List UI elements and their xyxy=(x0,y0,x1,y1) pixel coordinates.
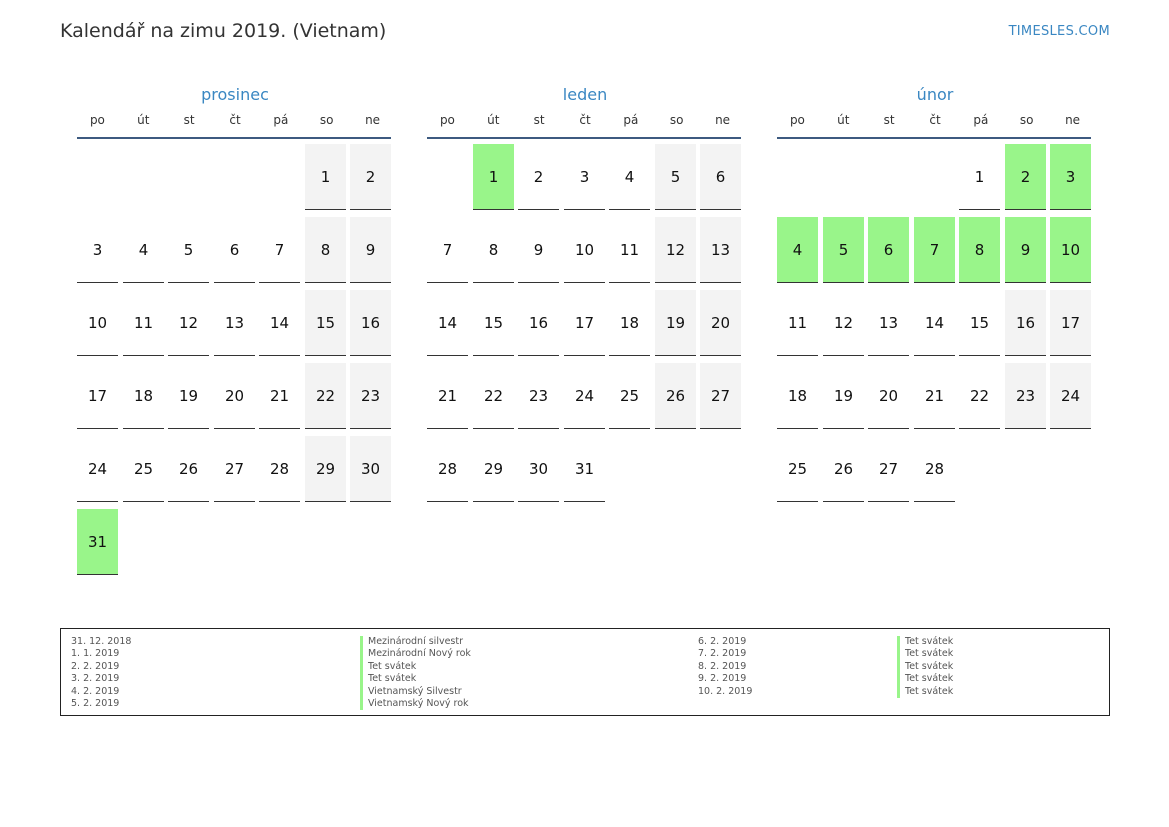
day-cell[interactable]: 17 xyxy=(564,290,605,356)
legend-holiday-date: 9. 2. 2019 xyxy=(698,673,747,685)
day-cell[interactable]: 11 xyxy=(609,217,650,283)
day-cell[interactable]: 12 xyxy=(168,290,209,356)
page-title: Kalendář na zimu 2019. (Vietnam) xyxy=(60,20,387,42)
weekday-label: po xyxy=(789,113,805,127)
day-cell[interactable]: 9 xyxy=(518,217,559,283)
legend-holiday-date: 4. 2. 2019 xyxy=(71,685,120,697)
day-cell[interactable]: 19 xyxy=(823,363,864,429)
weekday-label: ne xyxy=(1065,113,1081,127)
day-cell[interactable]: 10 xyxy=(1050,217,1091,283)
day-cell[interactable]: 21 xyxy=(427,363,468,429)
day-cell[interactable]: 30 xyxy=(518,436,559,502)
legend-holiday-date: 7. 2. 2019 xyxy=(698,648,747,660)
weekday-header xyxy=(777,108,1093,132)
day-cell[interactable]: 6 xyxy=(214,217,255,283)
day-cell[interactable]: 22 xyxy=(473,363,514,429)
weekday-divider xyxy=(777,137,1091,139)
day-cell[interactable]: 25 xyxy=(123,436,164,502)
weekday-label: st xyxy=(533,113,545,127)
day-cell[interactable]: 24 xyxy=(77,436,118,502)
month-1 xyxy=(427,82,743,502)
legend-holiday-date: 2. 2. 2019 xyxy=(71,660,120,672)
day-cell[interactable]: 4 xyxy=(777,217,818,283)
month-2 xyxy=(777,82,1093,502)
legend-holiday-name: Tet svátek xyxy=(897,648,953,660)
day-cell[interactable]: 9 xyxy=(1005,217,1046,283)
brand-link[interactable]: TIMESLES.COM xyxy=(1008,24,1110,39)
weekday-divider xyxy=(77,137,391,139)
day-cell[interactable]: 30 xyxy=(350,436,391,502)
legend-holiday-date: 10. 2. 2019 xyxy=(698,685,753,697)
weekday-header xyxy=(427,108,743,132)
day-cell[interactable]: 23 xyxy=(350,363,391,429)
day-cell[interactable]: 1 xyxy=(959,144,1000,210)
day-cell[interactable]: 28 xyxy=(914,436,955,502)
legend-holiday-name: Tet svátek xyxy=(897,686,953,698)
weekday-label: pá xyxy=(273,113,289,127)
day-cell[interactable]: 31 xyxy=(77,509,118,575)
day-cell[interactable]: 13 xyxy=(214,290,255,356)
day-cell[interactable]: 2 xyxy=(518,144,559,210)
legend-holiday-name: Tet svátek xyxy=(897,636,953,648)
day-cell[interactable]: 4 xyxy=(609,144,650,210)
weekday-header xyxy=(77,108,393,132)
legend-holiday-name: Tet svátek xyxy=(360,673,471,685)
day-cell[interactable]: 21 xyxy=(914,363,955,429)
holiday-legend xyxy=(60,628,1110,716)
month-name: únor xyxy=(916,85,954,104)
day-cell[interactable]: 19 xyxy=(168,363,209,429)
weekday-label: ne xyxy=(715,113,731,127)
legend-holiday-date: 5. 2. 2019 xyxy=(71,697,120,709)
day-cell[interactable]: 8 xyxy=(473,217,514,283)
weekday-label: so xyxy=(669,113,684,127)
month-name: prosinec xyxy=(201,85,269,104)
day-grid xyxy=(427,144,743,502)
day-cell[interactable]: 23 xyxy=(1005,363,1046,429)
day-cell[interactable]: 7 xyxy=(914,217,955,283)
month-name: leden xyxy=(562,85,608,104)
day-cell[interactable]: 14 xyxy=(914,290,955,356)
legend-holiday-name: Mezinárodní Nový rok xyxy=(360,648,471,660)
weekday-label: po xyxy=(89,113,105,127)
legend-holiday-name: Tet svátek xyxy=(360,661,471,673)
day-cell[interactable]: 25 xyxy=(777,436,818,502)
day-cell[interactable]: 6 xyxy=(868,217,909,283)
day-cell[interactable]: 8 xyxy=(305,217,346,283)
weekday-label: pá xyxy=(973,113,989,127)
weekday-label: čt xyxy=(929,113,941,127)
legend-holiday-date: 3. 2. 2019 xyxy=(71,673,120,685)
day-cell[interactable]: 23 xyxy=(518,363,559,429)
weekday-label: čt xyxy=(579,113,591,127)
day-cell[interactable]: 5 xyxy=(655,144,696,210)
legend-right-names xyxy=(897,636,953,698)
day-cell[interactable]: 16 xyxy=(518,290,559,356)
legend-holiday-name: Mezinárodní silvestr xyxy=(360,636,471,648)
day-cell[interactable]: 24 xyxy=(1050,363,1091,429)
day-cell[interactable]: 12 xyxy=(823,290,864,356)
legend-left-dates xyxy=(71,636,131,710)
weekday-label: ne xyxy=(365,113,381,127)
day-cell[interactable]: 17 xyxy=(77,363,118,429)
day-cell[interactable]: 14 xyxy=(427,290,468,356)
day-cell[interactable]: 8 xyxy=(959,217,1000,283)
day-cell[interactable]: 17 xyxy=(1050,290,1091,356)
day-cell[interactable]: 28 xyxy=(259,436,300,502)
day-cell[interactable]: 2 xyxy=(350,144,391,210)
weekday-label: so xyxy=(319,113,334,127)
legend-holiday-date: 31. 12. 2018 xyxy=(71,636,132,647)
day-cell[interactable]: 25 xyxy=(609,363,650,429)
day-cell[interactable]: 29 xyxy=(305,436,346,502)
day-cell[interactable]: 27 xyxy=(214,436,255,502)
day-cell[interactable]: 18 xyxy=(609,290,650,356)
legend-right-dates xyxy=(698,636,752,698)
weekday-label: po xyxy=(439,113,455,127)
weekday-label: čt xyxy=(229,113,241,127)
day-grid xyxy=(77,144,393,575)
day-cell[interactable]: 11 xyxy=(777,290,818,356)
day-cell[interactable]: 28 xyxy=(427,436,468,502)
weekday-label: pá xyxy=(623,113,639,127)
day-cell[interactable]: 7 xyxy=(427,217,468,283)
day-cell[interactable]: 5 xyxy=(823,217,864,283)
weekday-label: út xyxy=(837,113,850,127)
legend-holiday-date: 8. 2. 2019 xyxy=(698,660,747,672)
day-grid xyxy=(777,144,1093,502)
day-cell[interactable]: 13 xyxy=(868,290,909,356)
day-cell[interactable]: 20 xyxy=(868,363,909,429)
weekday-label: st xyxy=(183,113,195,127)
day-cell[interactable]: 1 xyxy=(473,144,514,210)
day-cell[interactable]: 26 xyxy=(168,436,209,502)
day-cell[interactable]: 27 xyxy=(868,436,909,502)
day-cell[interactable]: 7 xyxy=(259,217,300,283)
day-cell[interactable]: 20 xyxy=(700,290,741,356)
day-cell[interactable]: 18 xyxy=(777,363,818,429)
day-cell[interactable]: 29 xyxy=(473,436,514,502)
day-cell[interactable]: 14 xyxy=(259,290,300,356)
day-cell[interactable]: 15 xyxy=(473,290,514,356)
day-cell[interactable]: 24 xyxy=(564,363,605,429)
legend-holiday-name: Tet svátek xyxy=(897,673,953,685)
day-cell[interactable]: 16 xyxy=(350,290,391,356)
day-cell[interactable]: 11 xyxy=(123,290,164,356)
day-cell[interactable]: 27 xyxy=(700,363,741,429)
day-cell[interactable]: 15 xyxy=(959,290,1000,356)
day-cell[interactable]: 9 xyxy=(350,217,391,283)
day-cell[interactable]: 6 xyxy=(700,144,741,210)
month-0 xyxy=(77,82,393,575)
day-cell[interactable]: 3 xyxy=(1050,144,1091,210)
legend-holiday-date: 6. 2. 2019 xyxy=(698,636,747,647)
weekday-divider xyxy=(427,137,741,139)
day-cell[interactable]: 20 xyxy=(214,363,255,429)
day-cell[interactable]: 3 xyxy=(564,144,605,210)
day-cell[interactable]: 18 xyxy=(123,363,164,429)
legend-holiday-name: Tet svátek xyxy=(897,661,953,673)
day-cell[interactable]: 22 xyxy=(959,363,1000,429)
day-cell[interactable]: 13 xyxy=(700,217,741,283)
day-cell[interactable]: 5 xyxy=(168,217,209,283)
day-cell[interactable]: 2 xyxy=(1005,144,1046,210)
weekday-label: út xyxy=(487,113,500,127)
legend-left-names xyxy=(360,636,471,710)
day-cell[interactable]: 15 xyxy=(305,290,346,356)
day-cell[interactable]: 10 xyxy=(564,217,605,283)
day-cell[interactable]: 19 xyxy=(655,290,696,356)
weekday-label: so xyxy=(1019,113,1034,127)
day-cell[interactable]: 10 xyxy=(77,290,118,356)
day-cell[interactable]: 26 xyxy=(823,436,864,502)
legend-holiday-name: Vietnamský Silvestr xyxy=(360,686,471,698)
day-cell[interactable]: 31 xyxy=(564,436,605,502)
weekday-label: st xyxy=(883,113,895,127)
weekday-label: út xyxy=(137,113,150,127)
day-cell[interactable]: 1 xyxy=(305,144,346,210)
day-cell[interactable]: 22 xyxy=(305,363,346,429)
day-cell[interactable]: 12 xyxy=(655,217,696,283)
day-cell[interactable]: 16 xyxy=(1005,290,1046,356)
legend-holiday-date: 1. 1. 2019 xyxy=(71,648,120,660)
day-cell[interactable]: 3 xyxy=(77,217,118,283)
day-cell[interactable]: 4 xyxy=(123,217,164,283)
day-cell[interactable]: 21 xyxy=(259,363,300,429)
legend-holiday-name: Vietnamský Nový rok xyxy=(360,698,471,710)
day-cell[interactable]: 26 xyxy=(655,363,696,429)
